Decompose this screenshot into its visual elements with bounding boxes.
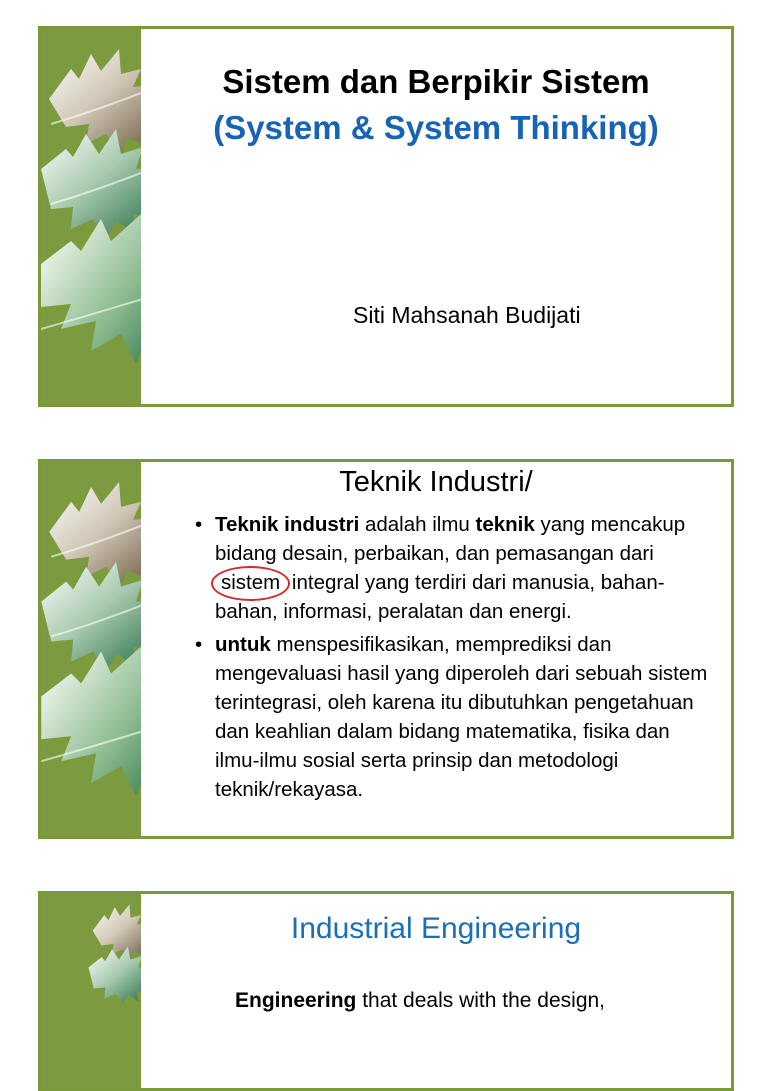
industrial-engineering-slide xyxy=(38,891,734,1091)
definition-slide xyxy=(38,459,734,839)
slide-title: Teknik Industri/ xyxy=(339,466,533,498)
brown-leaf-icon xyxy=(93,904,141,959)
slide-subtitle: (System & System Thinking) xyxy=(213,109,659,146)
leaf-strip xyxy=(41,29,141,404)
red-ellipse-annotation xyxy=(211,566,290,601)
maple-leaves-illustration xyxy=(41,894,141,1088)
green-leaf-large-icon xyxy=(41,647,141,797)
green-leaf-large-icon xyxy=(41,214,141,364)
maple-leaves-illustration xyxy=(41,29,141,404)
slide-paragraph: Engineering that deals with the design, xyxy=(235,989,606,1012)
maple-leaves-illustration xyxy=(41,462,141,836)
author-name: Siti Mahsanah Budijati xyxy=(353,302,581,328)
green-leaf-small-icon xyxy=(41,562,141,672)
brown-leaf-icon xyxy=(49,482,141,587)
term-teknik-industri: Teknik industri xyxy=(215,513,360,536)
bullet-icon: • xyxy=(195,633,203,656)
brown-leaf-icon xyxy=(49,49,141,154)
circled-word: sistem xyxy=(215,568,286,597)
slide-title: Sistem dan Berpikir Sistem xyxy=(222,63,650,100)
term-engineering: Engineering xyxy=(235,989,357,1012)
bullet-item: • Teknik industri adalah ilmu teknik yang mencakup bidang desain, perbaikan, dan pemasangan darisistem integral yang terdiri dari manusia, bahan-bahan, informasi, peralatan dan energi. xyxy=(195,510,715,626)
term-untuk: untuk xyxy=(215,633,271,656)
bullet-list xyxy=(195,510,715,804)
bullet-item: • untuk menspesifikasikan, memprediksi dan mengevaluasi hasil yang diperoleh dari sebuah sistem terintegrasi, oleh karena itu dibutuhkan pengetahuan dan keahlian dalam bidang matematika, fisika dan ilmu-ilmu sosial serta prinsip dan metodologi teknik/rekayasa. xyxy=(195,630,715,804)
slide-title: Industrial Engineering xyxy=(290,912,582,945)
leaf-strip xyxy=(41,462,141,836)
leaf-strip xyxy=(41,894,141,1088)
term-teknik: teknik xyxy=(475,513,535,536)
green-leaf-small-icon xyxy=(41,129,141,239)
title-slide xyxy=(38,26,734,407)
bullet-icon: • xyxy=(195,513,203,536)
green-leaf-small-icon xyxy=(89,946,141,1004)
